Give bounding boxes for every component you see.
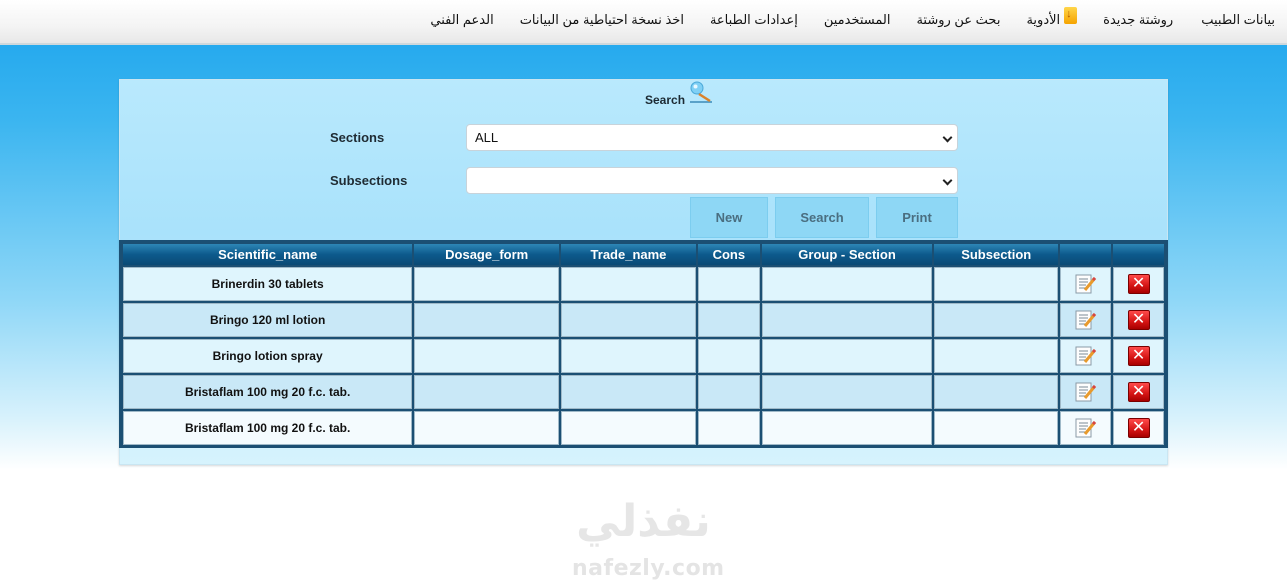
menu-backup[interactable] [520, 12, 684, 28]
table-header-row [123, 244, 1164, 265]
menu-medicines[interactable] [1026, 12, 1077, 28]
column-header-delete [1113, 244, 1164, 265]
edit-icon[interactable] [1074, 381, 1098, 403]
cell-edit [1060, 267, 1111, 301]
cell-edit [1060, 375, 1111, 409]
menu-print-settings[interactable] [710, 12, 798, 28]
top-menu-bar [0, 0, 1287, 45]
cell-cons [698, 375, 760, 409]
cell-edit [1060, 303, 1111, 337]
cell-trade-name [561, 267, 696, 301]
cell-delete [1113, 267, 1164, 301]
cell-trade-name [561, 339, 696, 373]
menu-label: اخذ نسخة احتياطية من البيانات [519, 11, 684, 27]
edit-icon[interactable] [1074, 309, 1098, 331]
menu-tech-support[interactable] [430, 12, 493, 28]
cell-dosage-form [414, 375, 559, 409]
search-title: Search [645, 93, 686, 107]
cell-group-section [762, 411, 933, 445]
medicine-download-icon [1064, 7, 1077, 24]
new-button[interactable]: New [690, 197, 768, 238]
edit-icon[interactable] [1074, 273, 1098, 295]
cell-trade-name [561, 411, 696, 445]
subsections-select[interactable] [466, 167, 958, 194]
cell-dosage-form [414, 303, 559, 337]
sections-select[interactable] [466, 124, 958, 151]
delete-icon[interactable]: ✕ [1128, 346, 1150, 366]
edit-icon[interactable] [1074, 417, 1098, 439]
menu-label: روشتة جديدة [1103, 11, 1174, 27]
cell-delete [1113, 375, 1164, 409]
watermark-logo-arabic: نفذلي [576, 496, 711, 547]
cell-subsection [934, 375, 1058, 409]
subsections-label: Subsections [330, 173, 408, 188]
cell-subsection [934, 411, 1058, 445]
cell-edit [1060, 411, 1111, 445]
menu-doctor-data[interactable] [1201, 12, 1275, 28]
table-body [123, 267, 1164, 445]
cell-cons [698, 339, 760, 373]
column-header-cons[interactable]: Cons [698, 244, 760, 265]
table-row[interactable] [123, 411, 1164, 445]
sections-label: Sections [330, 130, 385, 145]
cell-delete [1113, 303, 1164, 337]
menu-new-prescription[interactable] [1103, 12, 1173, 28]
menu-label: بحث عن روشتة [916, 11, 1001, 27]
cell-dosage-form [414, 411, 559, 445]
cell-scientific-name: Bristaflam 100 mg 20 f.c. tab. [123, 375, 412, 409]
menu-users[interactable] [824, 12, 891, 28]
cell-delete [1113, 339, 1164, 373]
table-row[interactable] [123, 375, 1164, 409]
cell-group-section [762, 303, 933, 337]
cell-dosage-form [414, 339, 559, 373]
table-row[interactable] [123, 267, 1164, 301]
cell-scientific-name: Bristaflam 100 mg 20 f.c. tab. [123, 411, 412, 445]
table-row[interactable] [123, 303, 1164, 337]
cell-subsection [934, 339, 1058, 373]
cell-group-section [762, 339, 933, 373]
cell-trade-name [561, 303, 696, 337]
cell-scientific-name: Bringo 120 ml lotion [123, 303, 412, 337]
cell-cons [698, 303, 760, 337]
column-header-trade-name[interactable]: Trade_name [561, 244, 696, 265]
watermark-logo-latin: nafezly.com [572, 556, 725, 581]
menu-label: الدعم الفني [430, 11, 494, 27]
delete-icon[interactable]: ✕ [1128, 310, 1150, 330]
cell-scientific-name: Bringo lotion spray [123, 339, 412, 373]
cell-delete [1113, 411, 1164, 445]
column-header-scientific-name[interactable]: Scientific_name [123, 244, 412, 265]
cell-trade-name [561, 375, 696, 409]
sections-value: ALL [475, 130, 499, 145]
cell-group-section [762, 375, 933, 409]
results-table [120, 241, 1167, 448]
menu-label: إعدادات الطباعة [709, 11, 798, 27]
chevron-down-icon [943, 133, 953, 143]
menu-search-prescription[interactable] [916, 12, 1000, 28]
menu-label: المستخدمين [823, 11, 891, 27]
column-header-dosage-form[interactable]: Dosage_form [414, 244, 559, 265]
column-header-edit [1060, 244, 1111, 265]
menu-label: بيانات الطبيب [1201, 11, 1275, 27]
table-row[interactable] [123, 339, 1164, 373]
cell-dosage-form [414, 267, 559, 301]
search-button[interactable]: Search [775, 197, 869, 238]
cell-cons [698, 411, 760, 445]
cell-scientific-name: Brinerdin 30 tablets [123, 267, 412, 301]
print-button[interactable]: Print [876, 197, 958, 238]
delete-icon[interactable]: ✕ [1128, 382, 1150, 402]
delete-icon[interactable]: ✕ [1128, 418, 1150, 438]
delete-icon[interactable]: ✕ [1128, 274, 1150, 294]
cell-subsection [934, 303, 1058, 337]
cell-subsection [934, 267, 1058, 301]
cell-edit [1060, 339, 1111, 373]
column-header-subsection[interactable]: Subsection [934, 244, 1058, 265]
cell-cons [698, 267, 760, 301]
edit-icon[interactable] [1074, 345, 1098, 367]
menu-label: الأدوية [1026, 11, 1061, 27]
chevron-down-icon [943, 176, 953, 186]
search-icon [688, 80, 714, 106]
cell-group-section [762, 267, 933, 301]
column-header-group-section[interactable]: Group - Section [762, 244, 933, 265]
